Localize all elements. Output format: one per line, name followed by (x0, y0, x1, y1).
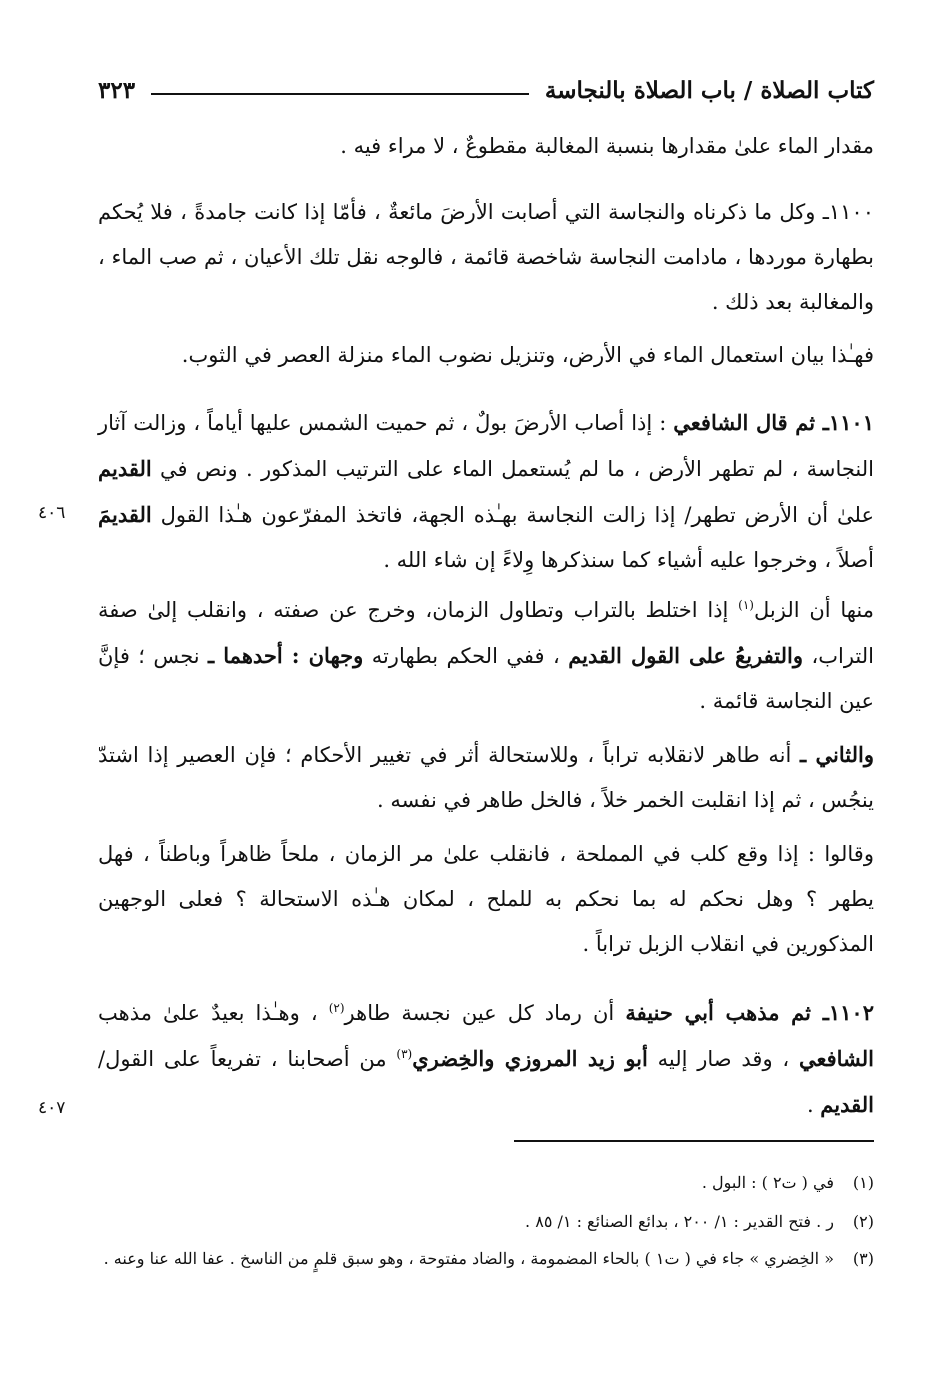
text-run: ، وهـٰذا بعيدٌ علىٰ مذهب (98, 1001, 329, 1025)
text-run: . (806, 1093, 821, 1117)
text-run: علىٰ أن الأرض تطهر/ إذا زالت النجاسة بهـٰذه الجهة، فاتخذ المفرّعون هـٰذا القول (151, 503, 874, 527)
footnote-ref[interactable]: (١) (738, 598, 754, 612)
footnote-2 (98, 1207, 874, 1236)
text-run: ، وقد صار إليه (647, 1047, 799, 1071)
names-scholars: أبو زيد المروزي والخِضري (412, 1046, 648, 1071)
term-qadim: القديم (820, 1092, 874, 1117)
paragraph-1101 (98, 400, 874, 583)
footnote-3 (98, 1244, 874, 1273)
running-title: كتاب الصلاة / باب الصلاة بالنجاسة (544, 76, 874, 104)
footnote-number: (٢) (852, 1212, 874, 1231)
text-run: إذا اختلط بالتراب وتطاول الزمان، وخرج عن صفته ، وانقلب إلىٰ صفة التراب، (98, 598, 874, 668)
name-shafii: الشافعي (798, 1046, 874, 1071)
bold-phrase: وجهان : أحدهما ـ (208, 643, 364, 668)
text-run: أنه طاهر لانقلابه تراباً ، وللاستحالة أثر في تغيير الأحكام ؛ فإن العصير إذا اشتدّ ينجُس ، ثم إذا انقلبت الخمر خلاً ، فالخل طاهر في نفسه . (98, 743, 874, 812)
para-number: ١١٠٢ـ ثم مذهب (713, 1000, 874, 1025)
name-shafii: الشافعي (673, 410, 749, 435)
paragraph-1100: ١١٠٠ـ وكل ما ذكرناه والنجاسة التي أصابت الأرضَ مائعةٌ ، فأمّا إذا كانت جامدةً ، فلا يُحكم بطهارة موردها ، مادامت النجاسة شاخصة قائمة ، فالوجه نقل تلك الأعيان ، ثم صب الماء ، والمغالبة بعد ذلك . (98, 200, 874, 314)
text-run: نجس ؛ فإنَّ عين النجاسة قائمة . (98, 644, 874, 713)
paragraph-second-view (98, 732, 874, 823)
paragraph-0: مقدار الماء علىٰ مقدارها بنسبة المغالبة مقطوعٌ ، لا مراء فيه . (340, 134, 874, 158)
text-run: أن رماد كل عين نجسة طاهر (344, 1001, 626, 1025)
margin-page-ref: ٤٠٦ (38, 503, 66, 523)
term-qadim: القديمَ (98, 502, 152, 527)
bold-phrase: والتفريعُ على القول القديم (568, 643, 804, 668)
footnote-text: ر . فتح القدير : ١/ ٢٠٠ ، بدائع الصنائع : ١/ ٨٥ . (525, 1212, 834, 1231)
footnote-number: (٣) (852, 1249, 874, 1268)
footnote-ref[interactable]: (٣) (396, 1047, 413, 1061)
name-abu-hanifa: أبي حنيفة (625, 1000, 714, 1025)
text-run: ، ففي الحكم بطهارته (363, 644, 569, 668)
text-run: من أصحابنا ، تفريعاً على القول/ (98, 1047, 397, 1071)
footnote-text: « الخِضري » جاء في ( ت١ ) بالحاء المضمومة ، والضاد مفتوحة ، وهو سبق قلمٍ من الناسخ . عفا الله عنا وعنه . (103, 1249, 834, 1268)
header-rule (151, 93, 529, 95)
paragraph-1102 (98, 990, 874, 1128)
paragraph-1100-cont: فهـٰذا بيان استعمال الماء في الأرض، وتنزيل نضوب الماء منزلة العصر في الثوب. (181, 343, 874, 367)
page-header (98, 70, 874, 110)
term-qadim: القديم (98, 456, 152, 481)
paragraph-salt: وقالوا : إذا وقع كلب في المملحة ، فانقلب علىٰ مر الزمان ، ملحاً ظاهراً وباطناً ، فهل يطهر ؟ وهل نحكم له بما نحكم به للملح ، لمكان هـٰذه الاستحالة ؟ فعلى الوجهين المذكورين في انقلاب الزبل تراباً . (98, 842, 874, 956)
footnote-ref[interactable]: (٢) (328, 1001, 345, 1015)
text-run: : إذا أصاب الأرضَ بولٌ ، ثم حميت الشمس عليها أياماً ، وزالت آثار النجاسة ، لم تطهر الأرض ، ما لم يُستعمل الماء على الترتيب المذكور . ونص في (98, 411, 874, 481)
footnote-divider (514, 1140, 874, 1142)
text-run: منها أن الزبل (753, 598, 874, 622)
para-number: ١١٠١ـ ثم قال (748, 410, 874, 435)
paragraph-zibl (98, 588, 874, 724)
footnote-1 (98, 1168, 874, 1197)
footnote-number: (١) (852, 1173, 874, 1192)
bold-phrase: والثاني ـ (800, 742, 875, 767)
margin-page-ref: ٤٠٧ (38, 1098, 66, 1118)
page-number: ٣٢٣ (98, 76, 136, 104)
text-run: أصلاً ، وخرجوا عليه أشياء كما سنذكرها وِلاءً إن شاء الله . (383, 548, 874, 572)
footnote-text: في ( ت٢ ) : البول . (701, 1173, 834, 1192)
